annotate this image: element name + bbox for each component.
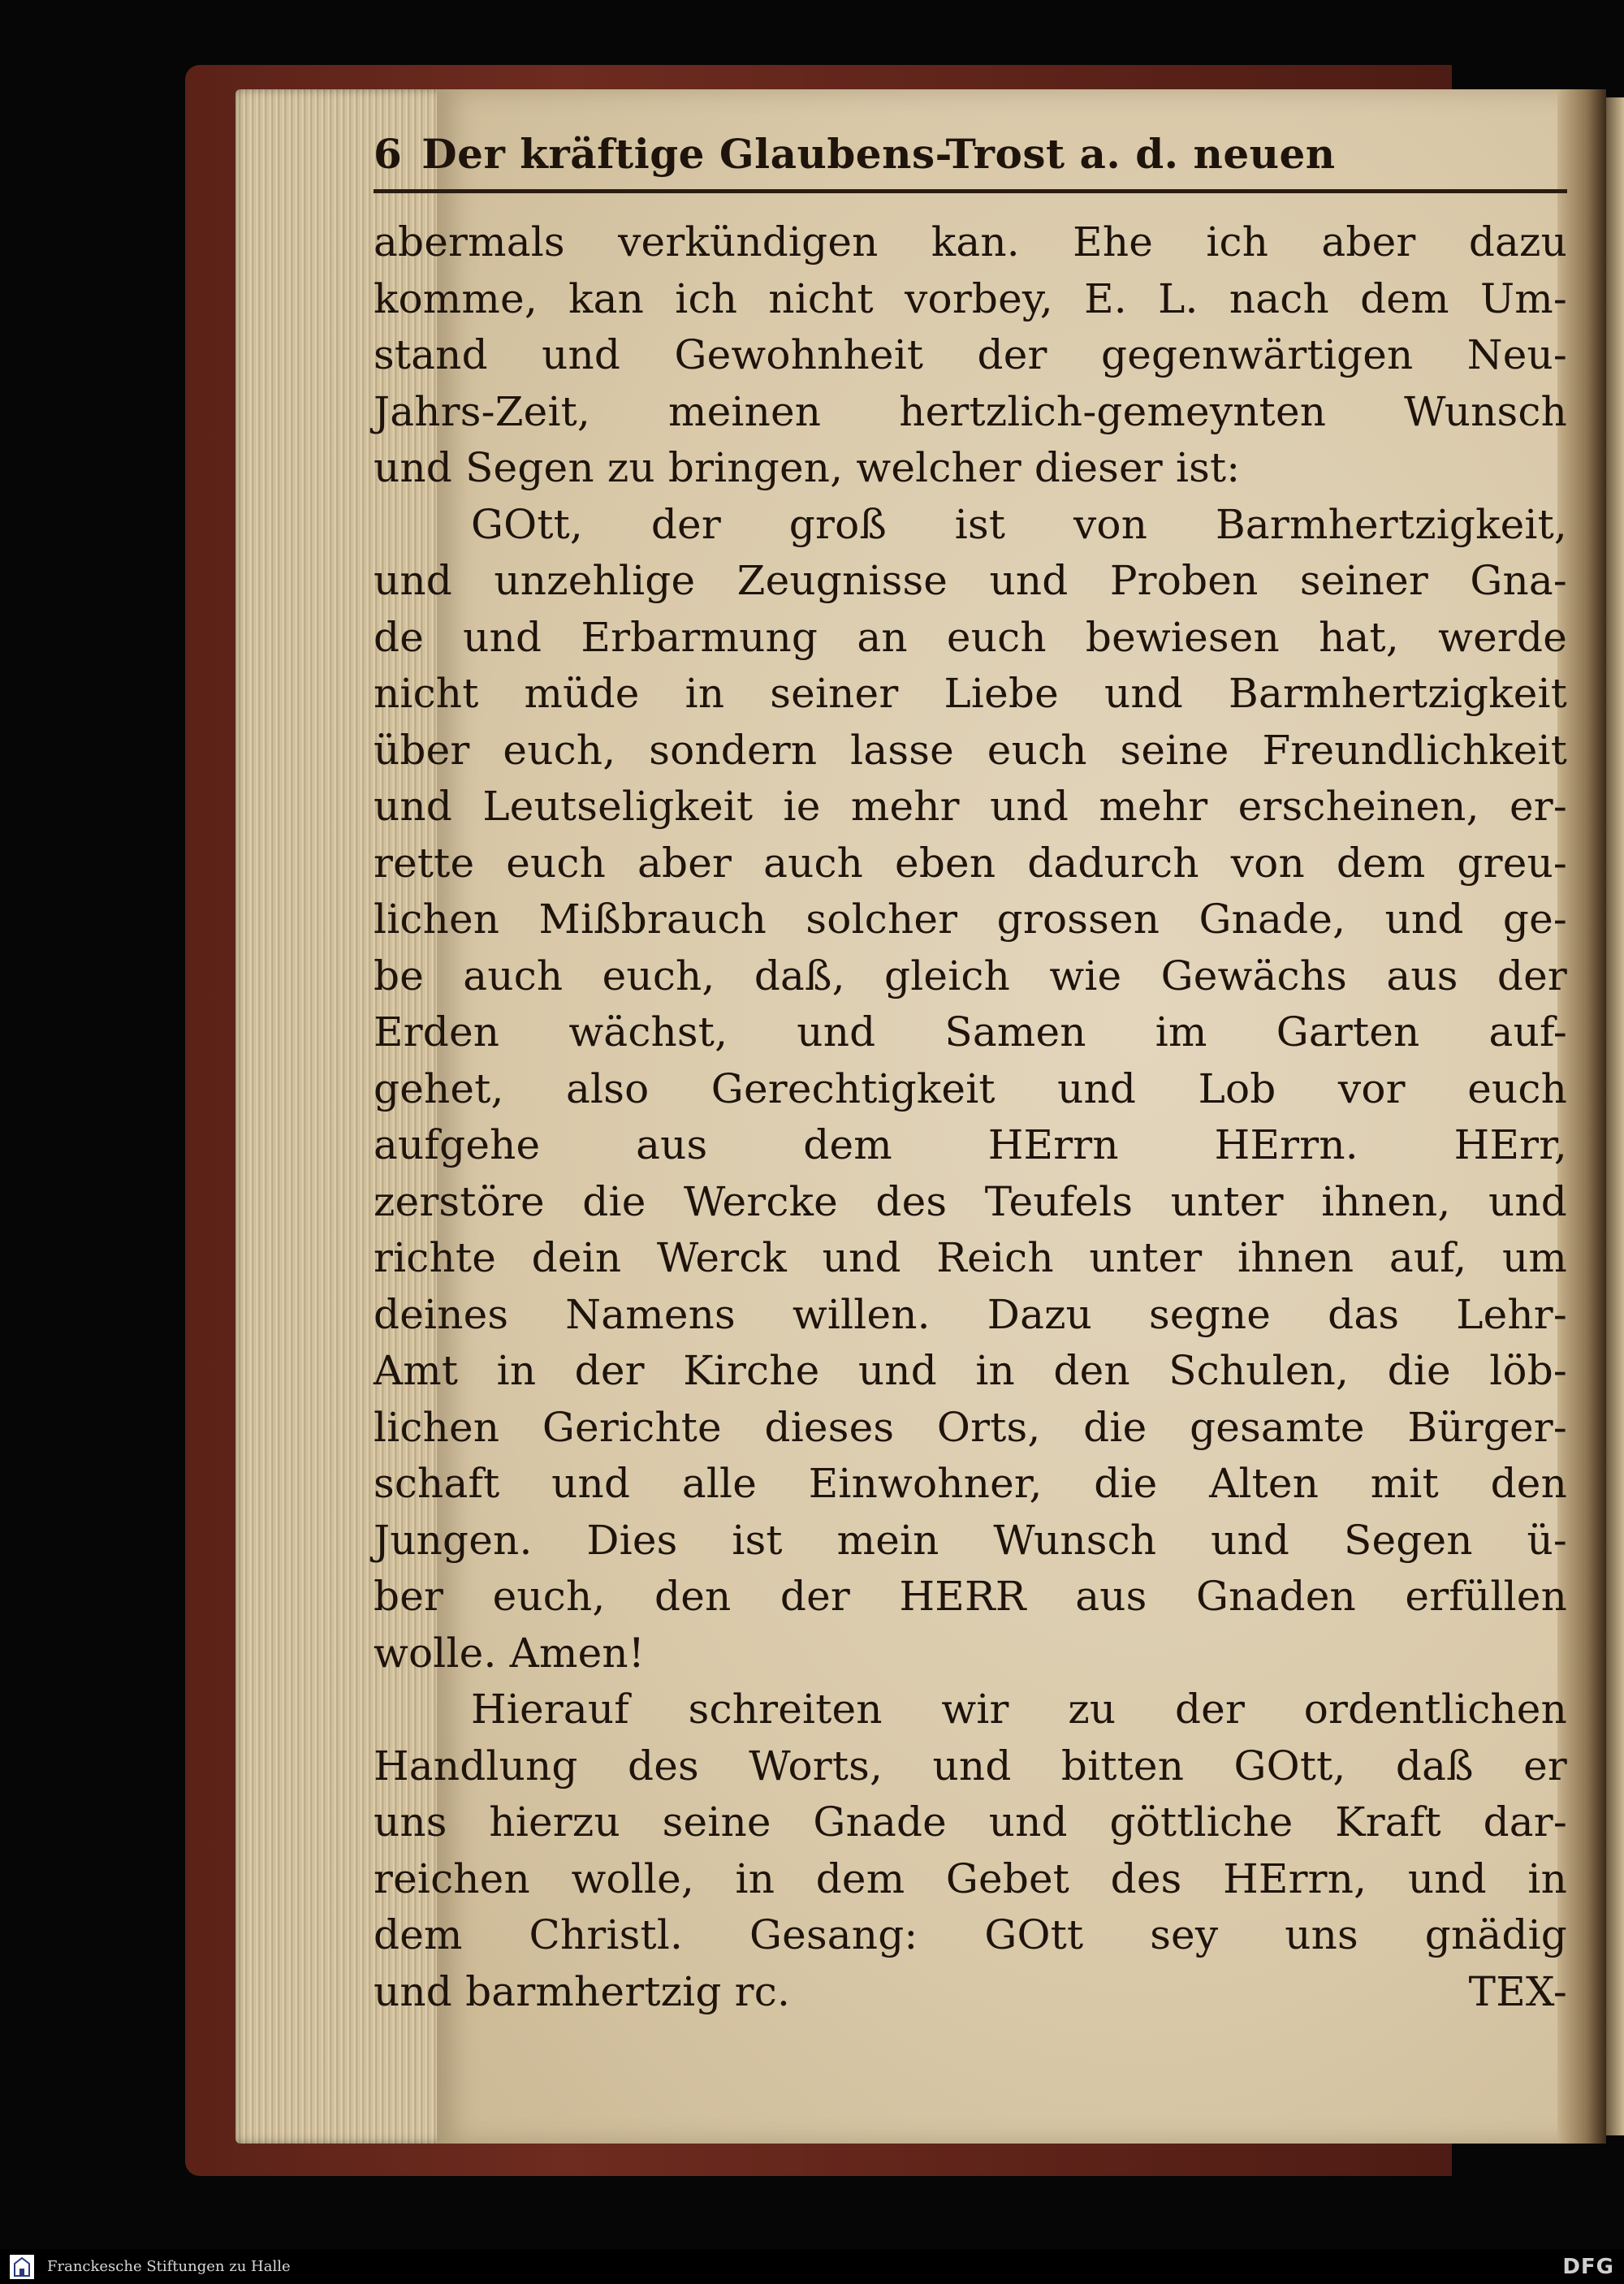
final-line-text: und barmhertzig rc.: [374, 1967, 791, 2015]
text-line: lichen Mißbrauch solcher grossen Gnade, und ge-: [374, 896, 1567, 943]
text-line: gehet, also Gerechtigkeit und Lob vor euch: [374, 1064, 1567, 1112]
text-line: be auch euch, daß, gleich wie Gewächs aus der: [374, 952, 1567, 1000]
text-line: und Leutseligkeit ie mehr und mehr erscheinen, er-: [374, 783, 1567, 830]
dfg-watermark: DFG: [1562, 2254, 1614, 2279]
text-line: Handlung des Worts, und bitten GOtt, daß er: [374, 1742, 1567, 1790]
viewer-footer: [0, 2249, 1624, 2284]
text-line: stand und Gewohnheit der gegenwärtigen Neu-: [374, 331, 1567, 378]
text-line: richte dein Werck und Reich unter ihnen auf, um: [374, 1234, 1567, 1281]
text-line: Erden wächst, und Samen im Garten auf-: [374, 1008, 1567, 1056]
body-text: [374, 214, 1567, 2020]
text-line: lichen Gerichte dieses Orts, die gesamte Bürger-: [374, 1403, 1567, 1451]
text-line: Jungen. Dies ist mein Wunsch und Segen ü-: [374, 1516, 1567, 1564]
text-line: reichen wolle, in dem Gebet des HErrn, und in: [374, 1854, 1567, 1902]
text-line: nicht müde in seiner Liebe und Barmhertzigkeit: [374, 670, 1567, 717]
running-head: [374, 130, 1567, 193]
text-line: Jahrs-Zeit, meinen hertzlich-gemeynten Wunsch: [374, 387, 1567, 435]
running-head-title: Der kräftige Glaubens-Trost a. d. neuen: [421, 130, 1336, 178]
text-line: GOtt, der groß ist von Barmhertzigkeit,: [471, 500, 1567, 548]
text-line: zerstöre die Wercke des Teufels unter ihnen, und: [374, 1177, 1567, 1225]
francke-foundation-logo-icon: [8, 2253, 36, 2281]
page-text: [374, 130, 1567, 2020]
text-line: de und Erbarmung an euch bewiesen hat, werde: [374, 613, 1567, 661]
catchword: TEX-: [1468, 1967, 1567, 2015]
text-line: und unzehlige Zeugnisse und Proben seiner Gna-: [374, 557, 1567, 604]
footer-institution: [0, 2253, 291, 2281]
text-line: deines Namens willen. Dazu segne das Lehr-: [374, 1290, 1567, 1338]
text-line: Amt in der Kirche und in den Schulen, die löb-: [374, 1347, 1567, 1394]
final-text-line: [374, 1964, 1567, 2021]
text-line: schaft und alle Einwohner, die Alten mit den: [374, 1460, 1567, 1507]
text-line: abermals verkündigen kan. Ehe ich aber dazu: [374, 218, 1567, 266]
text-line: über euch, sondern lasse euch seine Freundlichkeit: [374, 726, 1567, 774]
text-line: dem Christl. Gesang: GOtt sey uns gnädig: [374, 1911, 1567, 1958]
text-line: wolle. Amen!: [374, 1629, 646, 1677]
institution-name: Franckesche Stiftungen zu Halle: [47, 2258, 291, 2275]
text-line: komme, kan ich nicht vorbey, E. L. nach dem Um-: [374, 274, 1567, 322]
text-line: Hierauf schreiten wir zu der ordentlichen: [471, 1686, 1567, 1733]
text-line: rette euch aber auch eben dadurch von dem greu-: [374, 839, 1567, 887]
page-number: 6: [374, 130, 403, 178]
text-line: ber euch, den der HERR aus Gnaden erfüllen: [374, 1573, 1567, 1620]
text-line: und Segen zu bringen, welcher dieser ist:: [374, 444, 1241, 491]
text-line: uns hierzu seine Gnade und göttliche Kraft dar-: [374, 1798, 1567, 1846]
next-page-edge: [1606, 97, 1624, 2135]
text-line: aufgehe aus dem HErrn HErrn. HErr,: [374, 1121, 1567, 1168]
